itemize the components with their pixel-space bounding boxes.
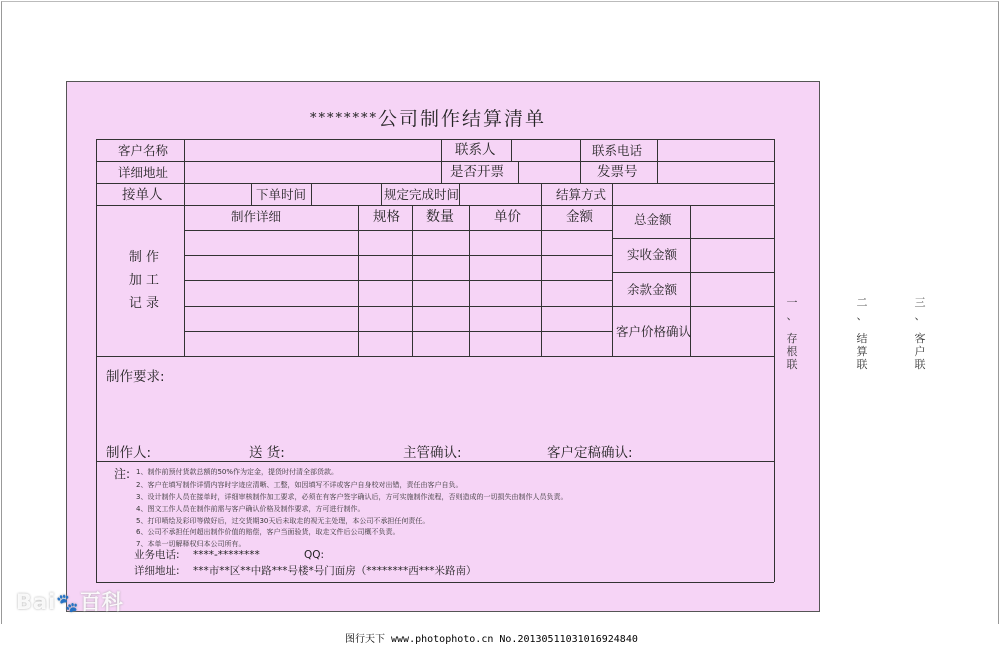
section-label-production-record: 制 作 加 工 记 录: [128, 250, 160, 311]
label-invoice-number: 发票号: [597, 164, 638, 180]
copy-label-customer: 三 、 客 户 联: [914, 296, 926, 371]
footer-source: 图行天下 www.photophoto.cn No.20130511031016924840: [345, 634, 638, 645]
label-requirements: 制作要求:: [106, 369, 165, 385]
form-title: [310, 104, 546, 131]
label-balance-amount: 余款金额: [627, 282, 678, 297]
label-customer-price-confirm: 客户价格确认: [616, 324, 692, 339]
label-supervisor-confirm: 主管确认:: [403, 445, 462, 461]
business-phone-value: ****-********: [193, 549, 260, 561]
header-details: 制作详细: [231, 209, 282, 224]
header-unit-price: 单价: [494, 209, 521, 225]
label-order-time: 下单时间: [256, 187, 307, 202]
label-payment-method: 结算方式: [556, 187, 607, 202]
label-business-phone: 业务电话:: [134, 549, 180, 561]
header-amount: 金额: [566, 209, 593, 225]
paw-icon: 🐾: [56, 593, 80, 614]
note-item: 4、图文工作人员在制作前需与客户确认价格及制作要求，方可进行制作。: [136, 505, 365, 513]
label-delivery: 送 货:: [249, 445, 285, 461]
note-item: 2、客户在填写制作详情内容时字迹应清晰、工整，如因填写不详或客户自身校对出错，责任由客户自负。: [136, 481, 463, 489]
note-item: 1、制作前预付货款总额的50%作为定金，提货时付清全部货款。: [136, 468, 339, 476]
label-customer-name: 客户名称: [118, 143, 169, 158]
label-address: 详细地址: [118, 165, 169, 180]
title-stars: ********: [310, 111, 378, 126]
label-contact-person: 联系人: [455, 142, 496, 158]
copy-label-stub: 一 、 存 根 联: [786, 296, 798, 371]
copy-label-settlement: 二 、 结 算 联: [856, 296, 868, 371]
label-total-amount: 总金额: [634, 212, 672, 227]
note-item: 5、打印喷绘及彩印等做好后，过交货期30天后未取走的视无主处理，本公司不承担任何责任。: [136, 517, 430, 525]
label-customer-final-confirm: 客户定稿确认:: [547, 445, 633, 461]
label-contact-phone: 联系电话: [592, 143, 643, 158]
label-invoice-issued: 是否开票: [450, 164, 504, 180]
label-order-taker: 接单人: [122, 187, 163, 203]
label-due-time: 规定完成时间: [384, 187, 460, 202]
label-producer: 制作人:: [106, 445, 152, 461]
label-notes: 注:: [114, 467, 131, 481]
note-item: 6、公司不承担任何超出制作价值的赔偿，客户当面验货，取走文件后公司概不负责。: [136, 528, 400, 536]
header-quantity: 数量: [426, 209, 454, 225]
note-item: 3、设计制作人员在接单时，详细审核制作加工要求，必须在有客户签字确认后，方可实施制作流程，否则造成的一切损失由制作人员负责。: [136, 493, 568, 501]
title-text: 公司制作结算清单: [378, 108, 547, 130]
label-detail-address: 详细地址:: [134, 565, 180, 577]
detail-address-value: ***市**区**中路***号楼*号门面房（********西***米路南）: [193, 565, 477, 577]
baidu-watermark: Bai🐾百科: [16, 590, 124, 614]
note-item: 7、本单一切解释权归本公司所有。: [136, 540, 246, 548]
label-received-amount: 实收金额: [627, 247, 678, 262]
label-qq: QQ:: [304, 549, 325, 561]
header-spec: 规格: [373, 209, 400, 225]
